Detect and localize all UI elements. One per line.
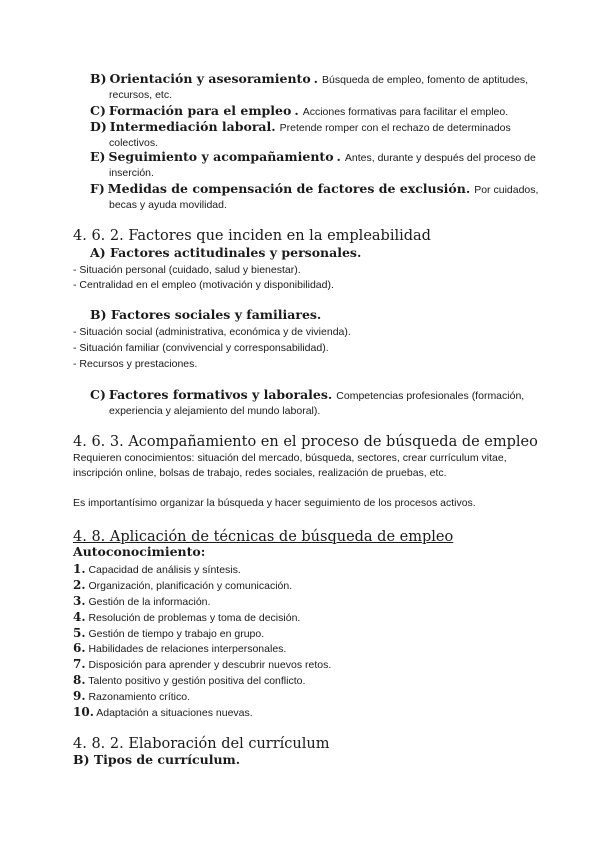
item-title: Medidas de compensación de factores de exclusión.	[107, 181, 471, 196]
list-item-d	[90, 119, 540, 151]
item-cont: colectivos.	[109, 137, 159, 149]
item-desc: Antes, durante y después del proceso de	[344, 152, 536, 164]
numbered-item: 6. Habilidades de relaciones interpersonales.	[73, 641, 287, 655]
item-desc: Por cuidados,	[474, 184, 539, 196]
numbered-item: 1. Capacidad de análisis y síntesis.	[73, 562, 241, 576]
item-desc: Pretende romper con el rechazo de determinados	[279, 122, 511, 134]
bullet-item: - Recursos y prestaciones.	[73, 358, 198, 370]
item-cont: becas y ayuda movilidad.	[109, 199, 227, 211]
list-item-c-factors	[90, 387, 540, 419]
item-label: D)	[90, 119, 107, 134]
numbered-item: 5. Gestión de tiempo y trabajo en grupo.	[73, 626, 265, 640]
section-heading-4-8-2: 4. 8. 2. Elaboración del currículum	[73, 736, 330, 752]
bullet-item: - Situación social (administrativa, económica y de vivienda).	[73, 326, 351, 338]
section-heading-4-8: 4. 8. Aplicación de técnicas de búsqueda de empleo	[73, 529, 454, 545]
subheading-tipos: B) Tipos de currículum.	[73, 752, 241, 767]
section-heading-4-6-2: 4. 6. 2. Factores que inciden en la empleabilidad	[73, 228, 431, 244]
numbered-item: 3. Gestión de la información.	[73, 594, 211, 608]
numbered-item: 8. Talento positivo y gestión positiva del conflicto.	[73, 673, 306, 687]
item-title: Seguimiento y acompañamiento	[108, 149, 334, 164]
paragraph: Requieren conocimientos: situación del mercado, búsqueda, sectores, crear currículum vitae, inscripción online, bolsas de trabajo, redes sociales, realización de pruebas, etc.	[73, 452, 507, 479]
item-cont: inserción.	[109, 167, 154, 179]
list-item-e: E) Seguimiento y acompañamiento . Antes, durante y después del proceso de inserción.	[90, 149, 540, 181]
item-title: Intermediación laboral.	[109, 119, 276, 134]
numbered-item: 7. Disposición para aprender y descubrir nuevos retos.	[73, 657, 332, 671]
numbered-item: 10. Adaptación a situaciones nuevas.	[73, 705, 253, 719]
item-label: B)	[90, 71, 107, 86]
item-label: E)	[90, 149, 106, 164]
subheading-autoconocimiento: Autoconocimiento:	[73, 544, 206, 559]
bullet-item: - Situación personal (cuidado, salud y bienestar).	[73, 264, 301, 276]
numbered-item: 9. Razonamiento crítico.	[73, 689, 190, 703]
list-item-b: B) Orientación y asesoramiento . Búsqueda de empleo, fomento de aptitudes, recursos, etc.	[90, 71, 540, 103]
bullet-item: - Centralidad en el empleo (motivación y disponibilidad).	[73, 279, 334, 291]
item-label: C)	[90, 387, 106, 402]
item-desc: Competencias profesionales (formación,	[336, 390, 525, 402]
list-item-f	[90, 181, 540, 213]
paragraph: Es importantísimo organizar la búsqueda y hacer seguimiento de los procesos activos.	[73, 497, 476, 509]
list-item-c: C) Formación para el empleo . Acciones formativas para facilitar el empleo.	[90, 103, 509, 118]
item-label: F)	[90, 181, 105, 196]
item-title: Factores formativos y laborales.	[108, 387, 333, 402]
item-title: Formación para el empleo	[108, 103, 292, 118]
numbered-item: 4. Resolución de problemas y toma de decisión.	[73, 610, 301, 624]
subheading-b: B) Factores sociales y familiares.	[90, 307, 322, 322]
item-label: C)	[90, 103, 106, 118]
item-desc: Acciones formativas para facilitar el empleo.	[302, 106, 509, 118]
numbered-item: 2. Organización, planificación y comunicación.	[73, 578, 293, 592]
subheading-a: A) Factores actitudinales y personales.	[90, 245, 362, 260]
bullet-item: - Situación familiar (convivencial y corresponsabilidad).	[73, 342, 329, 354]
item-cont: experiencia y alejamiento del mundo laboral).	[109, 405, 321, 417]
section-heading-4-6-3: 4. 6. 3. Acompañamiento en el proceso de búsqueda de empleo	[73, 434, 538, 450]
item-title: Orientación y asesoramiento	[109, 71, 311, 86]
item-desc: Búsqueda de empleo, fomento de aptitudes,	[322, 74, 529, 86]
item-cont: recursos, etc.	[109, 89, 173, 101]
